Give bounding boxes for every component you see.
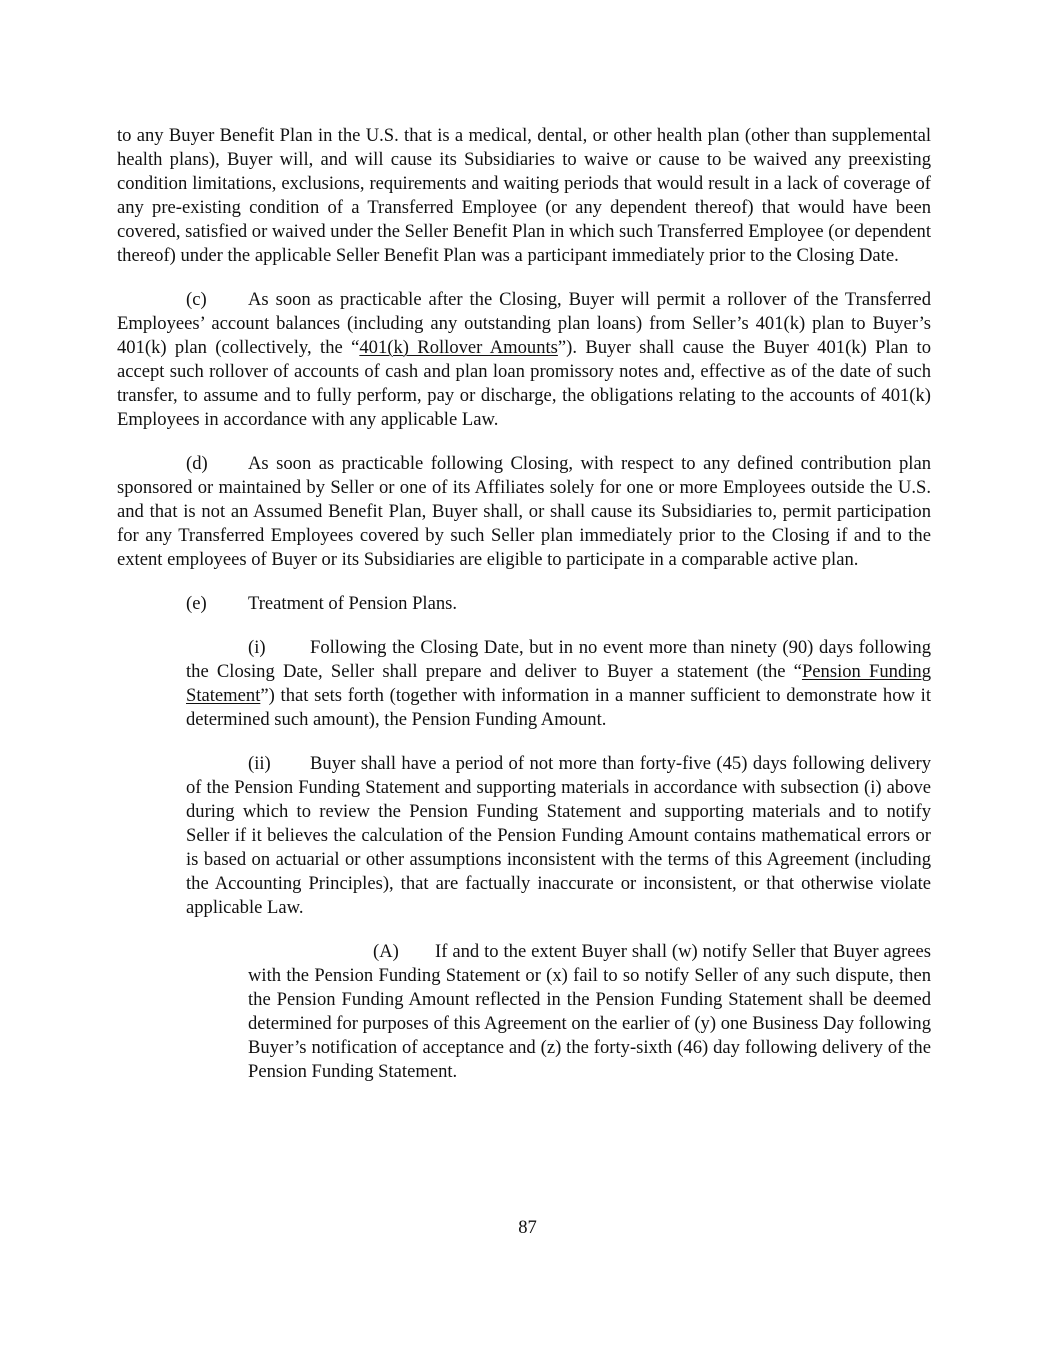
section-d-paragraph	[117, 452, 931, 572]
section-c-text-after: ”). Buyer shall cause the Buyer 401(k) Plan to accept such rollover of accounts of cash and plan loan promissory notes and, effective as of the date of such transfer, to assume and to fully perform, pay or discharge, the obligations relating to the accounts of 401(k) Employees in accordance with any applicable Law.	[117, 337, 931, 430]
section-e-title: Treatment of Pension Plans.	[248, 593, 458, 614]
section-e-i-label: (i)	[248, 637, 266, 658]
section-e-i-text-before: Following the Closing Date, but in no event more than ninety (90) days following the Closing Date, Seller shall prepare and deliver to Buyer a statement (the “	[186, 637, 931, 682]
section-e-ii-A-label: (A)	[373, 941, 399, 962]
section-e-ii-label: (ii)	[248, 753, 271, 774]
continuation-text: to any Buyer Benefit Plan in the U.S. that is a medical, dental, or other health plan (other than supplemental health plans), Buyer will, and will cause its Subsidiaries to waive or cause to be waived any preexisting condition limitations, exclusions, requirements and waiting periods that would result in a lack of coverage of any pre-existing condition of a Transferred Employee (or any dependent thereof) that would have been covered, satisfied or waived under the Seller Benefit Plan in which such Transferred Employee (or dependent thereof) under the applicable Seller Benefit Plan was a participant immediately prior to the Closing Date.	[117, 125, 931, 266]
page-number: 87	[518, 1217, 537, 1238]
section-d-text: As soon as practicable following Closing, with respect to any defined contribution plan sponsored or maintained by Seller or one of its Affiliates solely for one or more Employees outside the U.S. and that is not an Assumed Benefit Plan, Buyer shall, or shall cause its Subsidiaries to, permit participation for any Transferred Employees covered by such Seller plan immediately prior to the Closing if and to the extent employees of Buyer or its Subsidiaries are eligible to participate in a comparable active plan.	[117, 453, 931, 570]
section-c-label: (c)	[186, 289, 207, 310]
section-e-label: (e)	[186, 593, 207, 614]
section-d-label: (d)	[186, 453, 208, 474]
section-e-i-paragraph	[186, 636, 931, 732]
section-e-heading	[117, 592, 931, 616]
section-c-text-before: As soon as practicable after the Closing, Buyer will permit a rollover of the Transferred Employees’ account balances (including any outstanding plan loans) from Seller’s 401(k) plan to Buyer’s 401(k) plan (collectively, the “	[117, 289, 931, 358]
defined-term-pension-funding-statement: Pension Funding Statement	[186, 661, 931, 706]
section-e-ii-A-text: If and to the extent Buyer shall (w) notify Seller that Buyer agrees with the Pension Funding Statement or (x) fail to so notify Seller of any such dispute, then the Pension Funding Amount reflected in the Pension Funding Statement shall be deemed determined for purposes of this Agreement on the earlier of (y) one Business Day following Buyer’s notification of acceptance and (z) the forty-sixth (46) day following delivery of the Pension Funding Statement.	[248, 941, 931, 1082]
defined-term-401k-rollover-amounts: 401(k) Rollover Amounts	[359, 337, 558, 358]
section-e-ii-paragraph	[186, 752, 931, 920]
section-e-ii-text: Buyer shall have a period of not more than forty-five (45) days following delivery of the Pension Funding Statement and supporting materials in accordance with subsection (i) above during which to review the Pension Funding Statement and supporting materials and to notify Seller if it believes the calculation of the Pension Funding Amount contains mathematical errors or is based on actuarial or other assumptions inconsistent with the terms of this Agreement (including the Accounting Principles), that are factually inaccurate or inconsistent, or that otherwise violate applicable Law.	[186, 753, 931, 918]
continuation-paragraph	[117, 124, 931, 268]
section-e-i-text-after: ”) that sets forth (together with information in a manner sufficient to demonstrate how it determined such amount), the Pension Funding Amount.	[186, 685, 931, 730]
section-e-ii-A-paragraph	[248, 940, 931, 1084]
section-c-paragraph	[117, 288, 931, 432]
document-page	[117, 124, 931, 1084]
